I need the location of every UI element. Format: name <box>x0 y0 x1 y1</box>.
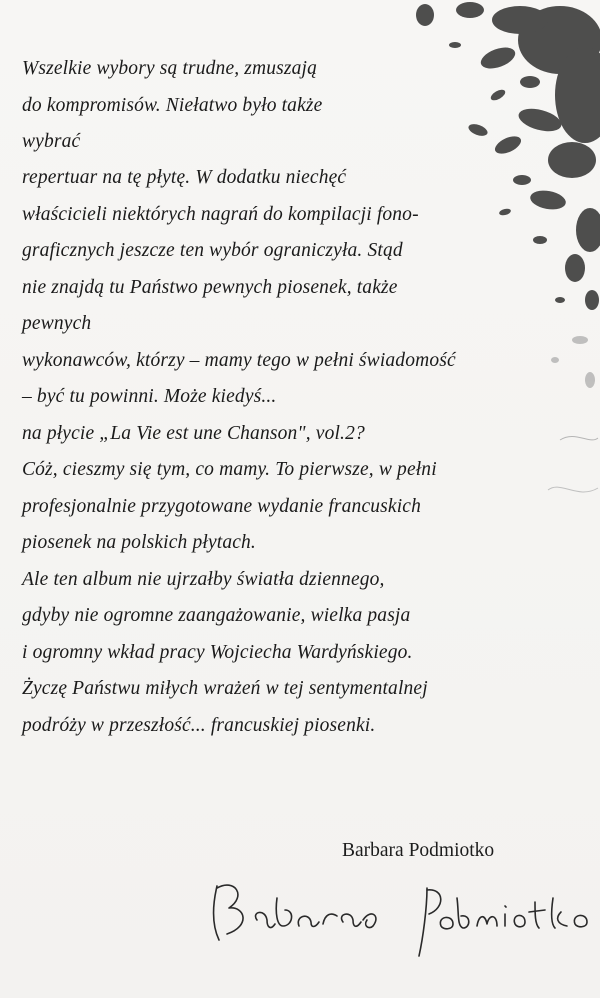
letter-line: wybrać <box>22 131 81 152</box>
letter-line: Życzę Państwu miłych wrażeń w tej sentymentalnej <box>22 678 428 699</box>
letter-line: i ogromny wkład pracy Wojciecha Wardyńskiego. <box>22 642 413 663</box>
letter-line: właścicieli niektórych nagrań do kompilacji fono- <box>22 204 419 225</box>
author-name: Barbara Podmiotko <box>342 840 495 861</box>
handwritten-signature <box>205 868 600 958</box>
letter-line: Cóż, cieszmy się tym, co mamy. To pierwsze, w pełni <box>22 459 437 480</box>
letter-line: podróży w przeszłość... francuskiej piosenki. <box>22 715 376 736</box>
letter-line: – być tu powinni. Może kiedyś... <box>22 386 277 407</box>
letter-line: wykonawców, którzy – mamy tego w pełni świadomość <box>22 350 456 371</box>
letter-line: gdyby nie ogromne zaangażowanie, wielka pasja <box>22 605 411 626</box>
letter-line: Ale ten album nie ujrzałby światła dziennego, <box>22 569 385 590</box>
letter-line: profesjonalnie przygotowane wydanie francuskich <box>22 496 421 517</box>
letter-line: pewnych <box>22 313 92 334</box>
letter-line: na płycie „La Vie est une Chanson", vol.2? <box>22 423 365 444</box>
letter-line: piosenek na polskich płytach. <box>22 532 256 553</box>
letter-line: do kompromisów. Niełatwo było także <box>22 95 323 116</box>
letter-line: Wszelkie wybory są trudne, zmuszają <box>22 58 318 79</box>
letter-line: repertuar na tę płytę. W dodatku niechęć <box>22 167 347 188</box>
letter-line: graficznych jeszcze ten wybór ograniczyła. Stąd <box>22 240 403 261</box>
letter-line: nie znajdą tu Państwo pewnych piosenek, także <box>22 277 398 298</box>
